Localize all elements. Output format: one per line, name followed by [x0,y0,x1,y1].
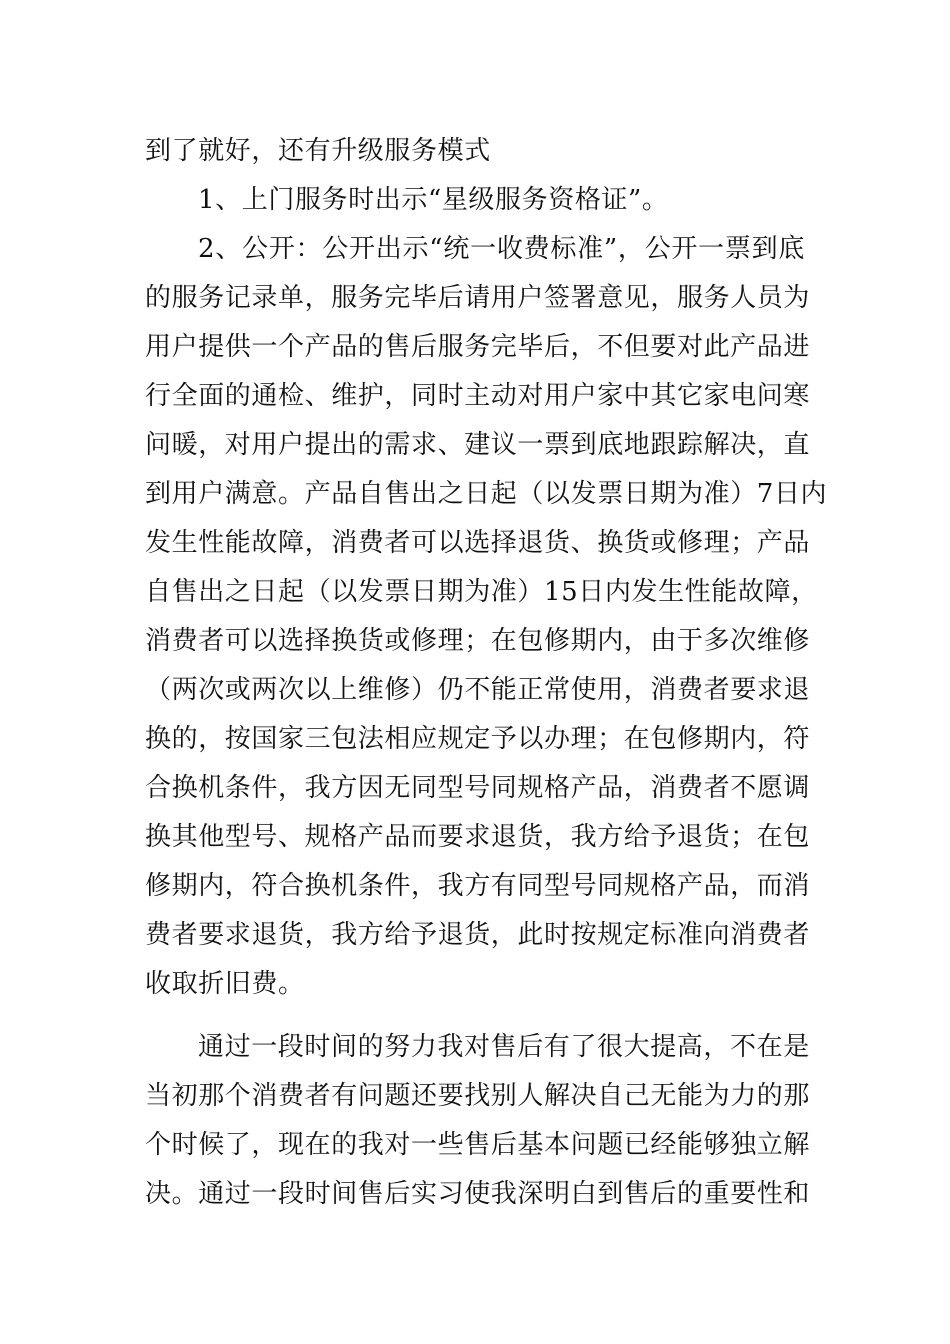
text-line: 到了就好，还有升级服务模式 [145,136,491,166]
text-line: 换的，按国家三包法相应规定予以办理；在包修期内，符 [145,724,811,754]
text-line: 自售出之日起（以发票日期为准）15日内发生性能故障， [145,577,818,607]
text-line: 收取折旧费。 [145,969,305,999]
text-line: 的服务记录单，服务完毕后请用户签署意见，服务人员为 [145,283,811,313]
text-line: 合换机条件，我方因无同型号同规格产品，消费者不愿调 [145,773,811,803]
text-line: 个时候了，现在的我对一些售后基本问题已经能够独立解 [145,1130,811,1160]
text-line: 费者要求退货，我方给予退货，此时按规定标准向消费者 [145,920,811,950]
text-line: 到用户满意。产品自售出之日起（以发票日期为准）7日内 [145,479,828,509]
text-line: 通过一段时间的努力我对售后有了很大提高，不在是 [198,1032,810,1062]
text-line: 决。通过一段时间售后实习使我深明白到售后的重要性和 [145,1179,811,1209]
text-line: 2、公开：公开出示“统一收费标准”，公开一票到底 [198,234,805,264]
text-line: 用户提供一个产品的售后服务完毕后，不但要对此产品进 [145,332,811,362]
text-line: 1、上门服务时出示“星级服务资格证”。 [198,185,669,215]
text-line: 换其他型号、规格产品而要求退货，我方给予退货；在包 [145,822,811,852]
text-line: 问暖，对用户提出的需求、建议一票到底地跟踪解决，直 [145,430,811,460]
text-line: 修期内，符合换机条件，我方有同型号同规格产品，而消 [145,871,811,901]
text-line: 发生性能故障，消费者可以选择退货、换货或修理；产品 [145,528,811,558]
text-line: 当初那个消费者有问题还要找别人解决自己无能为力的那 [145,1081,811,1111]
text-line: 消费者可以选择换货或修理；在包修期内，由于多次维修 [145,626,811,656]
text-line: （两次或两次以上维修）仍不能正常使用，消费者要求退 [145,675,811,705]
text-line: 行全面的通检、维护，同时主动对用户家中其它家电问寒 [145,381,811,411]
